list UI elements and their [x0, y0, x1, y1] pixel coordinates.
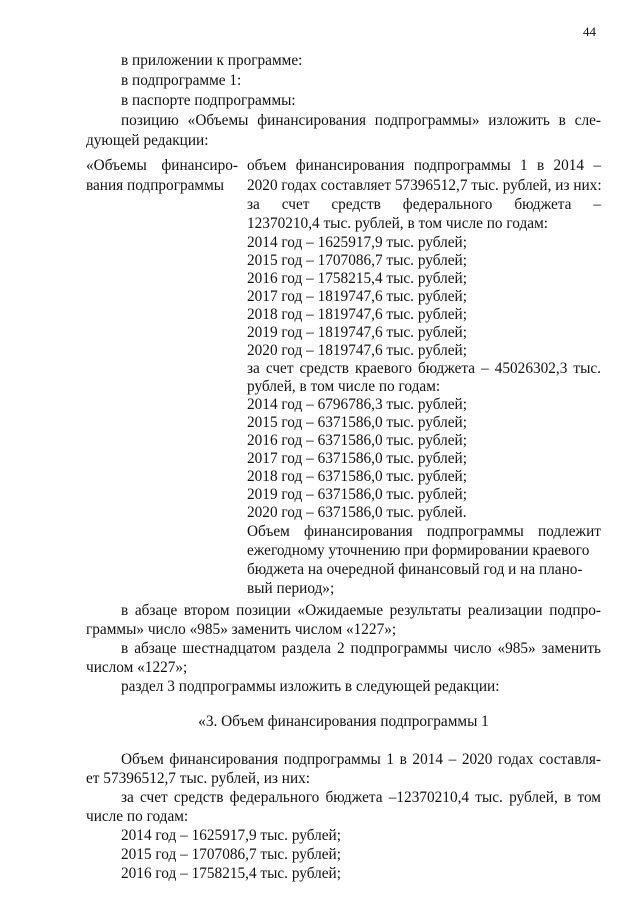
table-right-line: 2016 год – 1758215,4 тыс. рублей;	[247, 270, 467, 287]
table-right-line: 2020 год – 1819747,6 тыс. рублей;	[247, 342, 467, 359]
section-line: за счет средств федерального бюджета –12370210,4 тыс. рублей, в том	[121, 789, 601, 806]
table-right-line: объем финансирования подпрограммы 1 в 2014 –	[247, 157, 601, 174]
section-line: 2014 год – 1625917,9 тыс. рублей;	[121, 827, 341, 844]
table-right-line: 2020 годах составляет 57396512,7 тыс. рублей, из них:	[247, 177, 602, 194]
body-line: граммы» число «985» заменить числом «1227»;	[86, 621, 397, 638]
table-right-line: 2017 год – 6371586,0 тыс. рублей;	[247, 450, 467, 467]
page-number: 44	[583, 24, 596, 39]
table-right-line: 2018 год – 1819747,6 тыс. рублей;	[247, 306, 467, 323]
intro-line: в приложении к программе:	[121, 52, 303, 69]
table-right-line: 2014 год – 1625917,9 тыс. рублей;	[247, 234, 467, 251]
table-right-line: ежегодному уточнению при формировании краевого	[247, 542, 590, 559]
table-right-line: 2014 год – 6796786,3 тыс. рублей;	[247, 396, 467, 413]
table-right-line: 2020 год – 6371586,0 тыс. рублей.	[247, 504, 467, 521]
table-right-line: за счет средств федерального бюджета –	[247, 196, 601, 213]
table-right-line: 2017 год – 1819747,6 тыс. рублей;	[247, 288, 467, 305]
body-line: в абзаце шестнадцатом раздела 2 подпрограммы число «985» заменить	[121, 640, 601, 657]
body-line: числом «1227»;	[86, 659, 188, 676]
table-right-line: Объем финансирования подпрограммы подлежит	[247, 523, 601, 540]
section-line: ет 57396512,7 тыс. рублей, из них:	[86, 770, 311, 787]
table-right-line: за счет средств краевого бюджета – 45026302,3 тыс.	[247, 360, 601, 377]
intro-line: позицию «Объемы финансирования подпрограммы» изложить в сле-	[121, 112, 601, 129]
table-right-line: 2016 год – 6371586,0 тыс. рублей;	[247, 432, 467, 449]
intro-line: в подпрограмме 1:	[121, 72, 242, 89]
section-line: Объем финансирования подпрограммы 1 в 2014 – 2020 годах составля-	[121, 751, 601, 768]
body-line: раздел 3 подпрограммы изложить в следующей редакции:	[121, 678, 500, 695]
table-right-line: 12370210,4 тыс. рублей, в том числе по годам:	[247, 215, 549, 232]
intro-line: в паспорте подпрограммы:	[121, 92, 296, 109]
intro-line: дующей редакции:	[86, 132, 209, 149]
table-right-line: 2018 год – 6371586,0 тыс. рублей;	[247, 468, 467, 485]
table-right-line: вый период»;	[247, 580, 335, 597]
table-left-cell: «Объемы финансиро-	[86, 157, 238, 174]
section-title: «3. Объем финансирования подпрограммы 1	[198, 713, 489, 730]
table-right-line: 2015 год – 6371586,0 тыс. рублей;	[247, 414, 467, 431]
section-line: 2016 год – 1758215,4 тыс. рублей;	[121, 865, 341, 882]
table-right-line: 2019 год – 6371586,0 тыс. рублей;	[247, 486, 467, 503]
table-left-cell: вания подпрограммы	[86, 177, 225, 194]
section-line: 2015 год – 1707086,7 тыс. рублей;	[121, 846, 341, 863]
table-right-line: 2015 год – 1707086,7 тыс. рублей;	[247, 252, 467, 269]
table-right-line: бюджета на очередной финансовый год и на плано-	[247, 561, 583, 578]
body-line: в абзаце втором позиции «Ожидаемые результаты реализации подпро-	[121, 602, 601, 619]
table-right-line: 2019 год – 1819747,6 тыс. рублей;	[247, 324, 467, 341]
section-line: числе по годам:	[86, 808, 189, 825]
table-right-line: рублей, в том числе по годам:	[247, 378, 441, 395]
